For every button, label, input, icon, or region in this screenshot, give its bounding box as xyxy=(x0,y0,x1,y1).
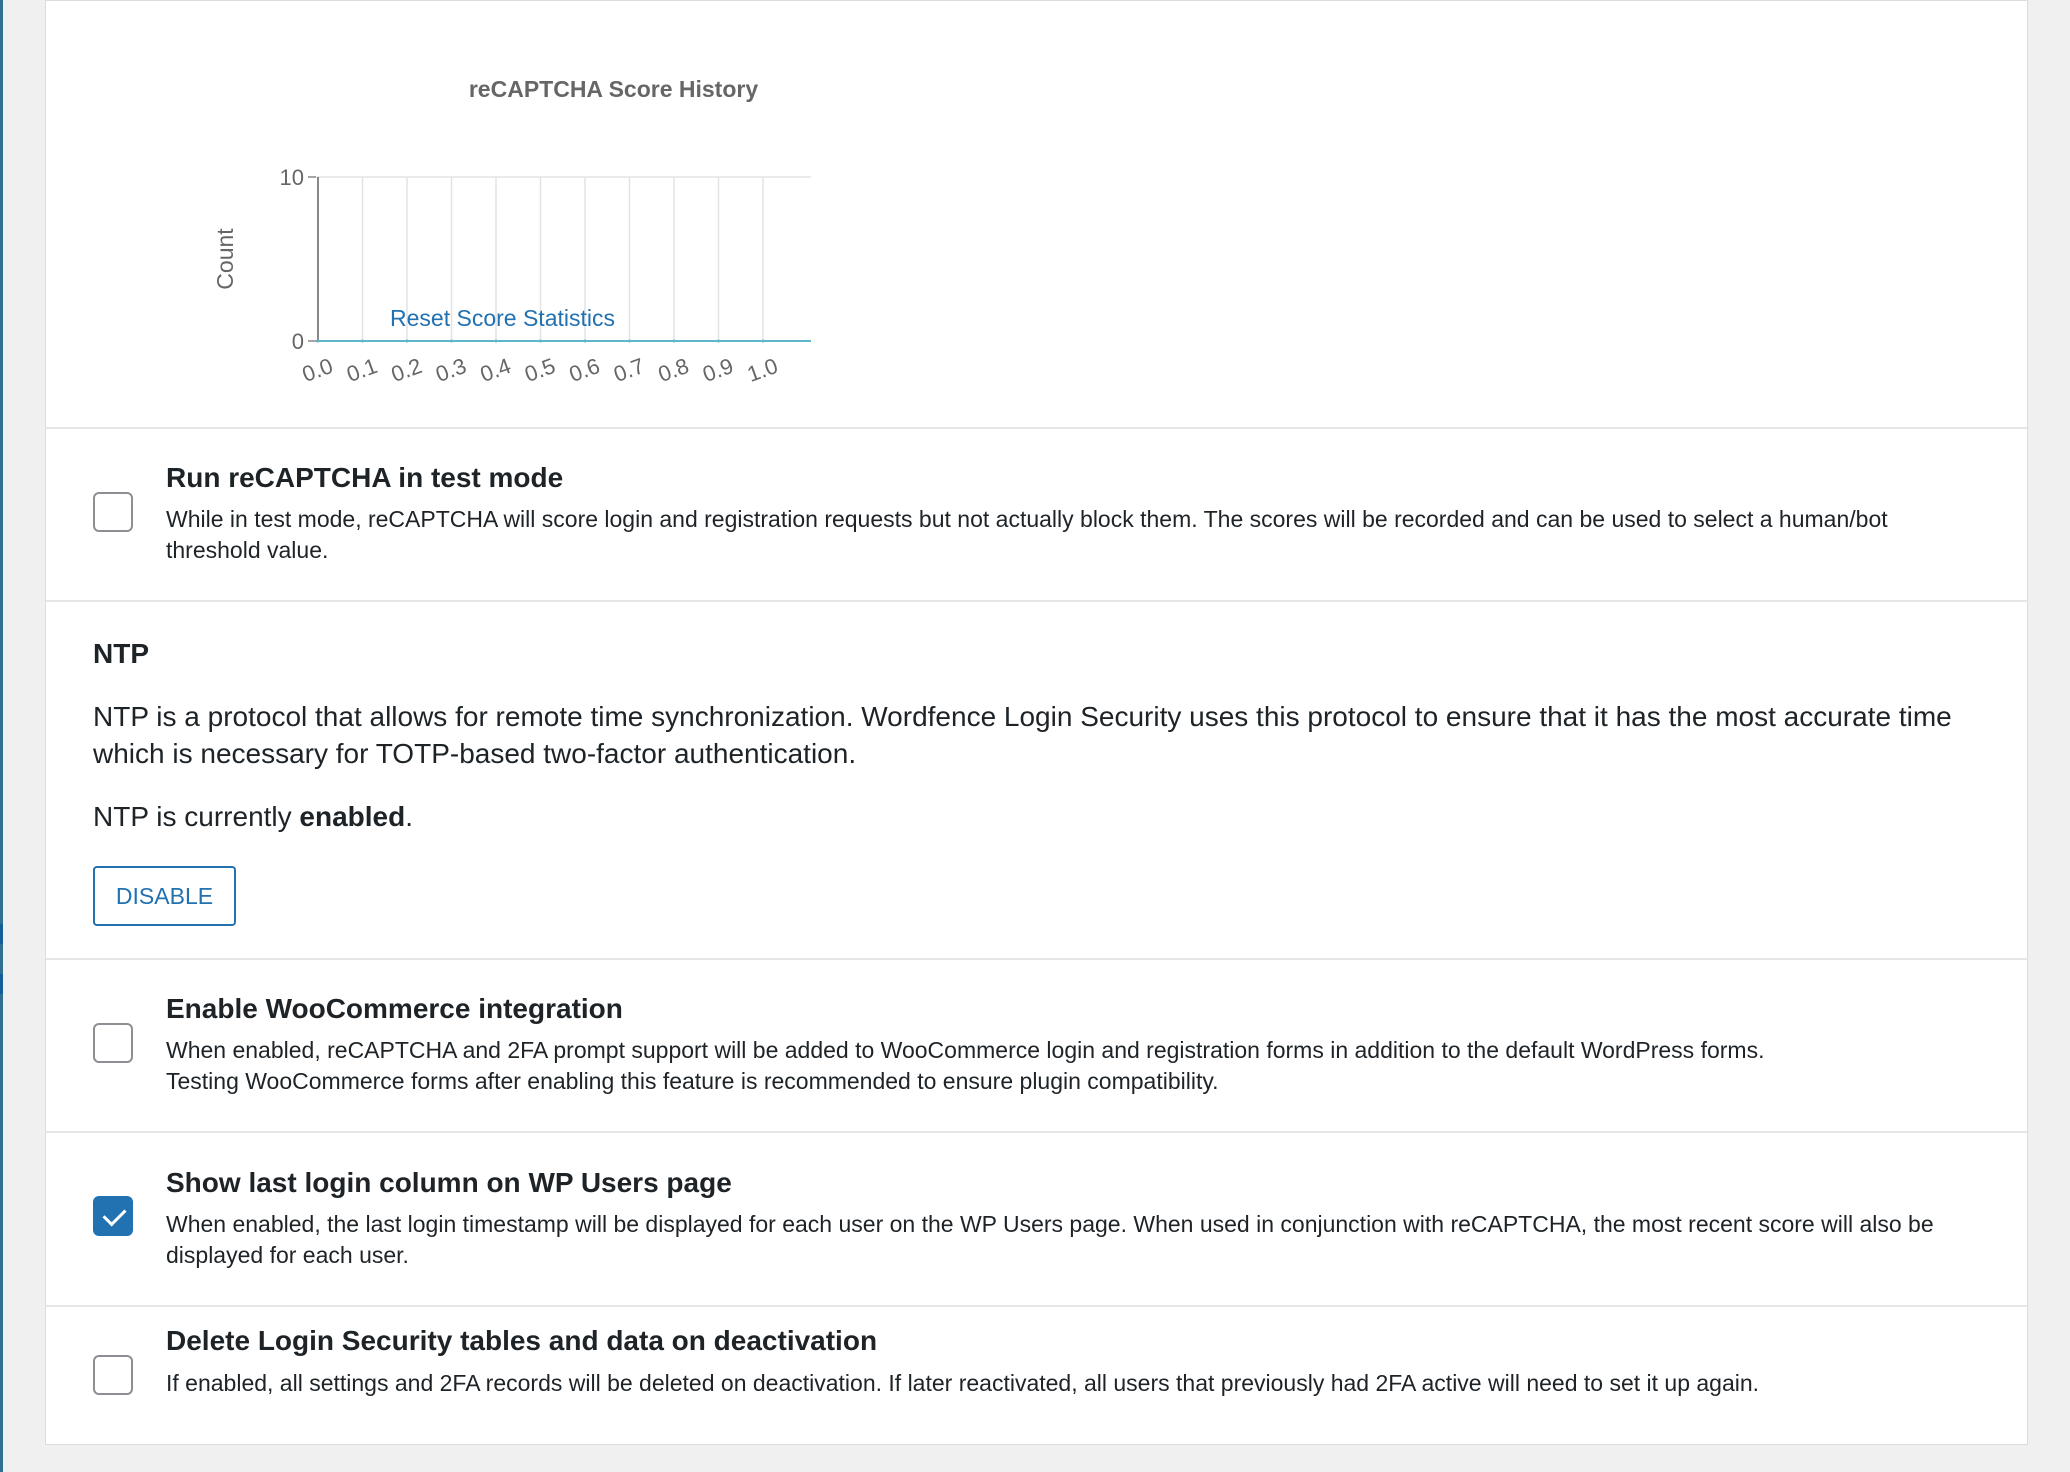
option-woocommerce xyxy=(46,960,2027,1133)
x-tick-label: 0.4 xyxy=(476,352,515,387)
x-tick-label: 0.1 xyxy=(343,352,381,387)
x-tick-label: 0.9 xyxy=(699,352,737,387)
delete-data-checkbox[interactable] xyxy=(93,1355,133,1395)
data-point xyxy=(584,340,587,343)
score-history-svg xyxy=(156,57,876,397)
ntp-heading: NTP xyxy=(93,638,149,669)
data-point xyxy=(673,340,676,343)
admin-left-edge xyxy=(0,0,3,1472)
test-mode-description: While in test mode, reCAPTCHA will score login and registration requests but not actually block them. The scores will be recorded and can be used to select a human/bot threshold value. xyxy=(166,506,1888,563)
data-point xyxy=(361,340,364,343)
test-mode-title: Run reCAPTCHA in test mode xyxy=(166,462,564,493)
x-tick-label: 0.5 xyxy=(521,352,559,387)
data-point xyxy=(495,340,498,343)
x-tick-label: 0.3 xyxy=(432,352,470,387)
settings-panel xyxy=(45,0,2028,1445)
x-tick-label: 0.7 xyxy=(610,352,648,387)
x-tick-label: 0.6 xyxy=(565,352,604,387)
x-tick-label: 1.0 xyxy=(743,352,782,387)
ntp-status-suffix: . xyxy=(405,801,414,832)
woocommerce-title: Enable WooCommerce integration xyxy=(166,993,623,1024)
score-history-chart xyxy=(156,57,876,397)
data-point xyxy=(317,340,320,343)
ntp-description: NTP is a protocol that allows for remote time synchronization. Wordfence Login Security uses this protocol to ensure that it has the most accurate time which is necessary for TOTP-based two-factor authentication. xyxy=(93,701,1952,769)
reset-score-statistics-link[interactable]: Reset Score Statistics xyxy=(390,305,615,331)
y-tick-label: 0 xyxy=(291,329,304,354)
checkmark-icon xyxy=(102,1202,126,1226)
y-tick-label: 10 xyxy=(279,165,304,190)
data-point xyxy=(450,340,453,343)
woocommerce-description-line2: Testing WooCommerce forms after enabling this feature is recommended to ensure plugin compatibility. xyxy=(166,1068,1219,1094)
option-test-mode xyxy=(46,429,2027,602)
x-tick-label: 0.0 xyxy=(298,352,337,387)
option-last-login xyxy=(46,1133,2027,1307)
data-point xyxy=(406,340,409,343)
x-tick-label: 0.2 xyxy=(387,352,426,387)
rail-marker xyxy=(0,924,3,944)
ntp-disable-button[interactable]: DISABLE xyxy=(93,866,236,926)
woocommerce-checkbox[interactable] xyxy=(93,1023,133,1063)
data-point xyxy=(762,340,765,343)
option-delete-data xyxy=(46,1307,2027,1446)
y-axis-label: Count xyxy=(212,228,238,290)
data-point xyxy=(539,340,542,343)
x-tick-label: 0.8 xyxy=(654,352,693,387)
rail-marker xyxy=(0,974,3,994)
data-point xyxy=(628,340,631,343)
data-point xyxy=(717,340,720,343)
test-mode-checkbox[interactable] xyxy=(93,492,133,532)
woocommerce-description-line1: When enabled, reCAPTCHA and 2FA prompt support will be added to WooCommerce login and registration forms in addition to the default WordPress forms. xyxy=(166,1037,1765,1063)
delete-data-description: If enabled, all settings and 2FA records will be deleted on deactivation. If later reactivated, all users that previously had 2FA active will need to set it up again. xyxy=(166,1370,1760,1396)
ntp-status xyxy=(93,801,413,833)
last-login-checkbox[interactable] xyxy=(93,1196,133,1236)
ntp-section xyxy=(46,602,2027,960)
chart-title: reCAPTCHA Score History xyxy=(468,76,759,102)
ntp-status-value: enabled xyxy=(299,801,406,832)
score-history-section xyxy=(46,1,2027,429)
last-login-description: When enabled, the last login timestamp will be displayed for each user on the WP Users page. When used in conjunction with reCAPTCHA, the most recent score will also be displayed for each user. xyxy=(166,1211,1934,1268)
ntp-status-prefix: NTP is currently xyxy=(93,801,300,832)
last-login-title: Show last login column on WP Users page xyxy=(166,1167,732,1198)
delete-data-title: Delete Login Security tables and data on deactivation xyxy=(166,1325,878,1356)
